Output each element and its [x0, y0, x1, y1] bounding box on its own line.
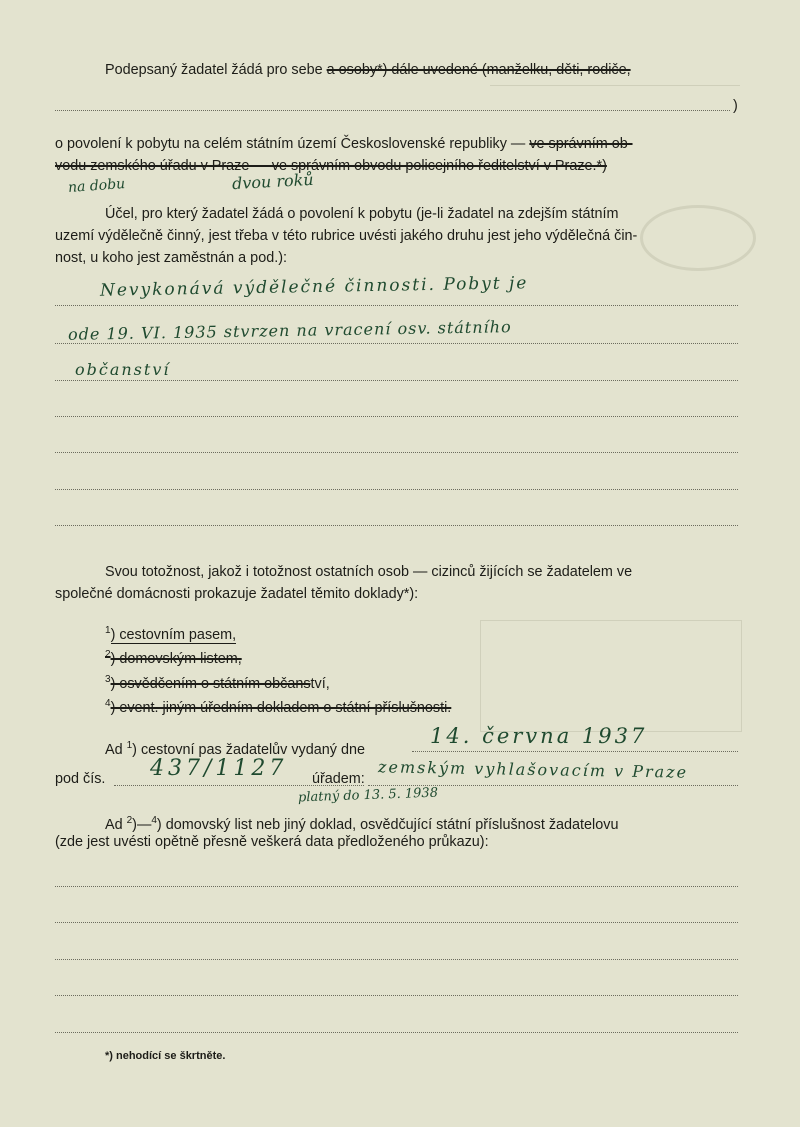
purpose-label-1: Účel, pro který žadatel žádá o povolení k pobytu (je-li žadatel na zdejším státním [105, 206, 619, 222]
permit-scope-line: o povolení k pobytu na celém státním území Československé republiky — ve správním ob- [55, 136, 633, 152]
purpose-label-2: uzemí výdělečně činný, jest třeba v této rubrice uvésti jakého druhu jest jeho výdělečná čin- [55, 228, 638, 244]
fill-line [55, 305, 738, 306]
identity-label-1: Svou totožnost, jakož i totožnost ostatních osob — cizinců žijících se žadatelem ve [105, 564, 633, 580]
fill-line [55, 922, 738, 923]
footnote: *) nehodící se škrtněte. [105, 1050, 226, 1062]
struck-region-text: ve správním ob- [529, 136, 633, 152]
fill-line [55, 110, 730, 111]
handwritten-pass-number: 437/1127 [150, 756, 288, 781]
doc-other-document: $^4$) event. jiným úředním dokladem o státní příslušnosti. [105, 698, 452, 716]
ad1-label: Ad $^1$) cestovní pas žadatelův vydaný dne [105, 740, 365, 758]
ad2-label: Ad $^2$)—$^4$) domovský list neb jiný doklad, osvědčující státní příslušnost žadatelovu [105, 815, 619, 833]
struck-persons-text: a osoby*) dále uvedené (manželku, děti, rodiče, [326, 62, 631, 78]
fill-line [55, 380, 738, 381]
doc-passport: $^1$) cestovním pasem, [105, 625, 237, 643]
handwritten-purpose-1: Nevykonává výdělečné činnosti. Pobyt je [99, 273, 529, 301]
fill-line [55, 452, 738, 453]
handwritten-duration-b: dvou roků [231, 169, 315, 194]
handwritten-purpose-2: ode 19. VI. 1935 stvrzen na vracení osv. státního [67, 317, 512, 344]
fill-line [55, 489, 738, 490]
fill-line [55, 995, 738, 996]
show-through-table [480, 620, 742, 732]
fill-line [55, 343, 738, 344]
fill-line [55, 525, 738, 526]
ad2-instruction: (zde jest uvésti opětně přesně veškerá data předloženého průkazu): [55, 834, 489, 850]
pass-number-label: pod čís. [55, 771, 106, 787]
show-through-block [490, 85, 740, 116]
fill-line [55, 886, 738, 887]
close-paren: ) [733, 98, 738, 114]
fill-line [55, 959, 738, 960]
applicant-line: Podepsaný žadatel žádá pro sebe a osoby*) dále uvedené (manželku, děti, rodiče, [105, 62, 631, 78]
identity-label-2: společné domácnosti prokazuje žadatel těmito doklady*): [55, 586, 419, 602]
handwritten-issue-date: 14. června 1937 [430, 724, 648, 748]
doc-citizenship-certificate: $^3$) osvědčením o státním občanství, [105, 674, 330, 692]
fill-line [412, 751, 738, 752]
purpose-label-3: nost, u koho jest zaměstnán a pod.): [55, 250, 287, 266]
show-through-stamp [640, 205, 756, 271]
struck-authority-line: vodu zemského úřadu v Praze — ve správním obvodu policejního ředitelství v Praze.*) [55, 158, 607, 174]
fill-line [55, 416, 738, 417]
handwritten-purpose-3: občanství [75, 360, 171, 379]
handwritten-duration-a: na dobu [67, 176, 126, 196]
fill-line [55, 1032, 738, 1033]
authority-label: úřadem: [312, 771, 365, 787]
handwritten-valid-until: platný do 13. 5. 1938 [297, 785, 439, 806]
doc-home-certificate: $^2$) domovským listem, [105, 649, 242, 667]
handwritten-authority: zemským vyhlašovacím v Praze [377, 757, 689, 782]
